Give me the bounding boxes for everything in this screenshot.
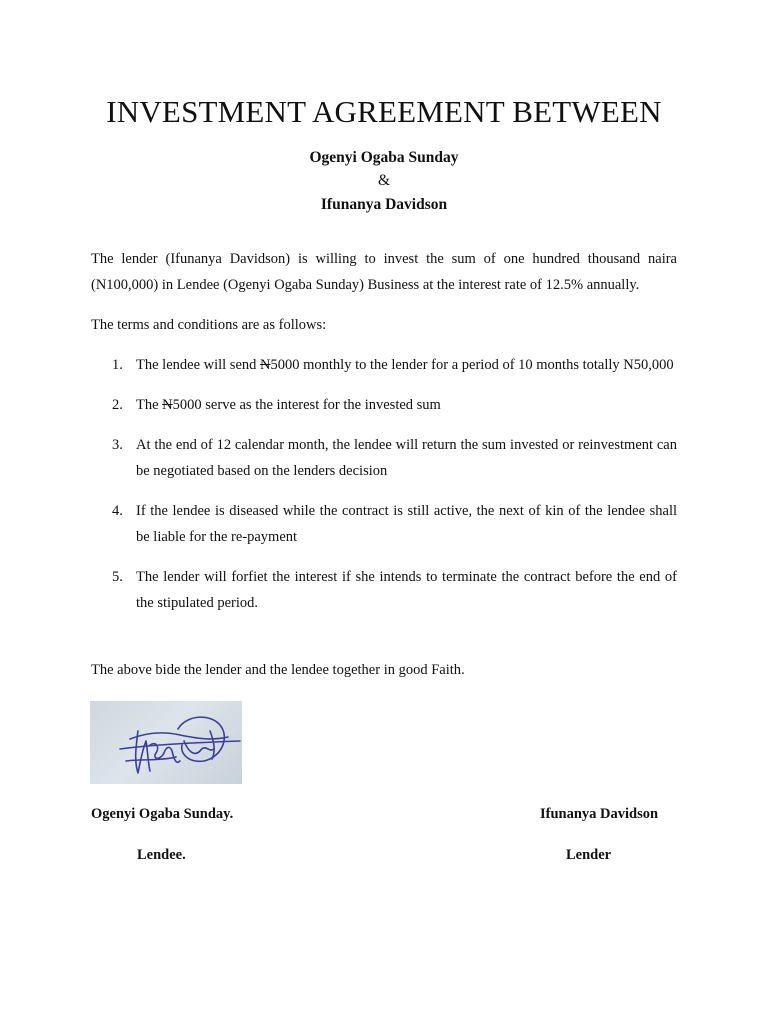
term-number: 2. xyxy=(112,397,123,413)
intro-paragraph: The lender (Ifunanya Davidson) is willing to invest the sum of one hundred thousand naira (N100,000) in Lendee (Ogenyi Ogaba Sunday) Business at the interest rate of 12.5% annually. xyxy=(91,251,677,293)
term-item xyxy=(91,498,677,550)
term-text: If the lendee is diseased while the contract is still active, the next of kin of the lendee shall be liable for the re-payment xyxy=(136,503,677,545)
naira-symbol: N xyxy=(260,357,271,373)
term-text: At the end of 12 calendar month, the lendee will return the sum invested or reinvestment can be negotiated based on the lenders decision xyxy=(136,437,677,479)
party-two-name: Ifunanya Davidson xyxy=(320,196,448,213)
term-item xyxy=(91,432,677,484)
document-title: INVESTMENT AGREEMENT BETWEEN xyxy=(106,94,662,129)
term-number: 5. xyxy=(112,569,123,585)
term-number: 4. xyxy=(112,503,123,519)
terms-heading: The terms and conditions are as follows: xyxy=(91,317,327,333)
term-item xyxy=(91,564,677,616)
term-item xyxy=(91,392,677,418)
lendee-role-label: Lendee. xyxy=(137,847,186,863)
term-text-rest: 5000 monthly to the lender for a period of 10 months totally N50,000 xyxy=(270,357,674,373)
closing-statement: The above bide the lender and the lendee together in good Faith. xyxy=(91,662,465,678)
signature-image xyxy=(90,701,242,784)
term-number: 1. xyxy=(112,357,123,373)
terms-list xyxy=(91,352,677,630)
term-text: The lendee will send xyxy=(136,357,261,373)
ampersand: & xyxy=(377,172,391,189)
term-number: 3. xyxy=(112,437,123,453)
lender-role-label: Lender xyxy=(566,847,612,863)
naira-symbol: N xyxy=(162,397,173,413)
lendee-signatory-name: Ogenyi Ogaba Sunday. xyxy=(91,806,234,822)
term-text: The xyxy=(136,397,163,413)
term-text-rest: 5000 serve as the interest for the invested sum xyxy=(172,397,441,413)
party-one-name: Ogenyi Ogaba Sunday xyxy=(309,149,459,166)
lender-signatory-name: Ifunanya Davidson xyxy=(540,806,659,822)
term-text: The lender will forfiet the interest if she intends to terminate the contract before the end of the stipulated period. xyxy=(136,569,677,611)
signature-scribble-icon xyxy=(90,701,242,784)
term-item xyxy=(91,352,677,378)
